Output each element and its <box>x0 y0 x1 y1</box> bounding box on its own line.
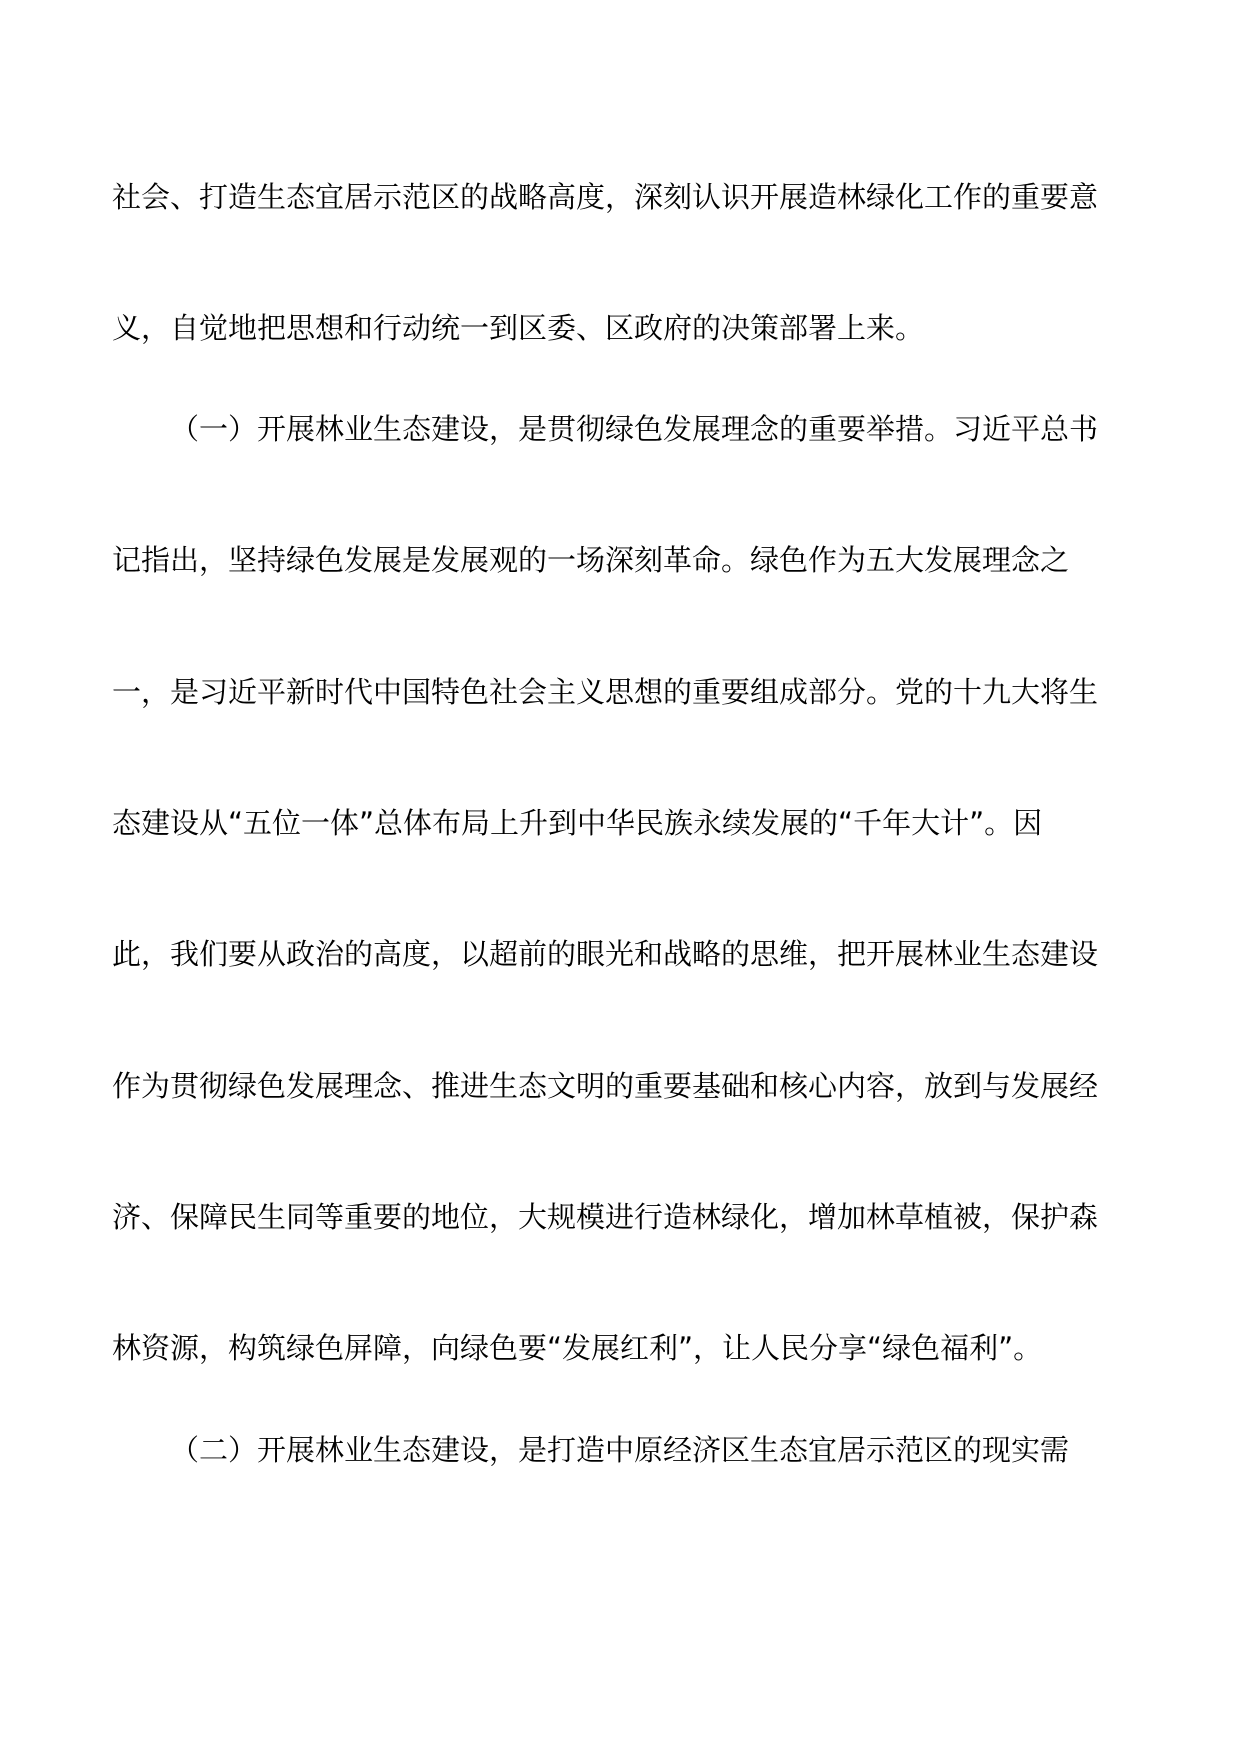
text-line: 社会、打造生态宜居示范区的战略高度，深刻认识开展造林绿化工作的重要意 <box>112 180 1099 214</box>
text-line: 此，我们要从政治的高度，以超前的眼光和战略的思维，把开展林业生态建设 <box>112 937 1099 971</box>
text-line: 作为贯彻绿色发展理念、推进生态文明的重要基础和核心内容，放到与发展经 <box>112 1069 1099 1103</box>
text-line: 济、保障民生同等重要的地位，大规模进行造林绿化，增加林草植被，保护森 <box>112 1200 1099 1234</box>
paragraph-heading-2: （二）开展林业生态建设，是打造中原经济区生态宜居示范区的现实需 <box>170 1433 1070 1467</box>
text-line: 记指出，坚持绿色发展是发展观的一场深刻革命。绿色作为五大发展理念之 <box>112 543 1070 577</box>
text-line: 一，是习近平新时代中国特色社会主义思想的重要组成部分。党的十九大将生 <box>112 675 1099 709</box>
text-line: 林资源，构筑绿色屏障，向绿色要“发展红利”，让人民分享“绿色福利”。 <box>112 1331 1043 1365</box>
text-line: 态建设从“五位一体”总体布局上升到中华民族永续发展的“千年大计”。因 <box>112 806 1043 840</box>
paragraph-heading-1: （一）开展林业生态建设，是贯彻绿色发展理念的重要举措。习近平总书 <box>170 412 1099 446</box>
text-line: 义，自觉地把思想和行动统一到区委、区政府的决策部署上来。 <box>112 311 925 345</box>
